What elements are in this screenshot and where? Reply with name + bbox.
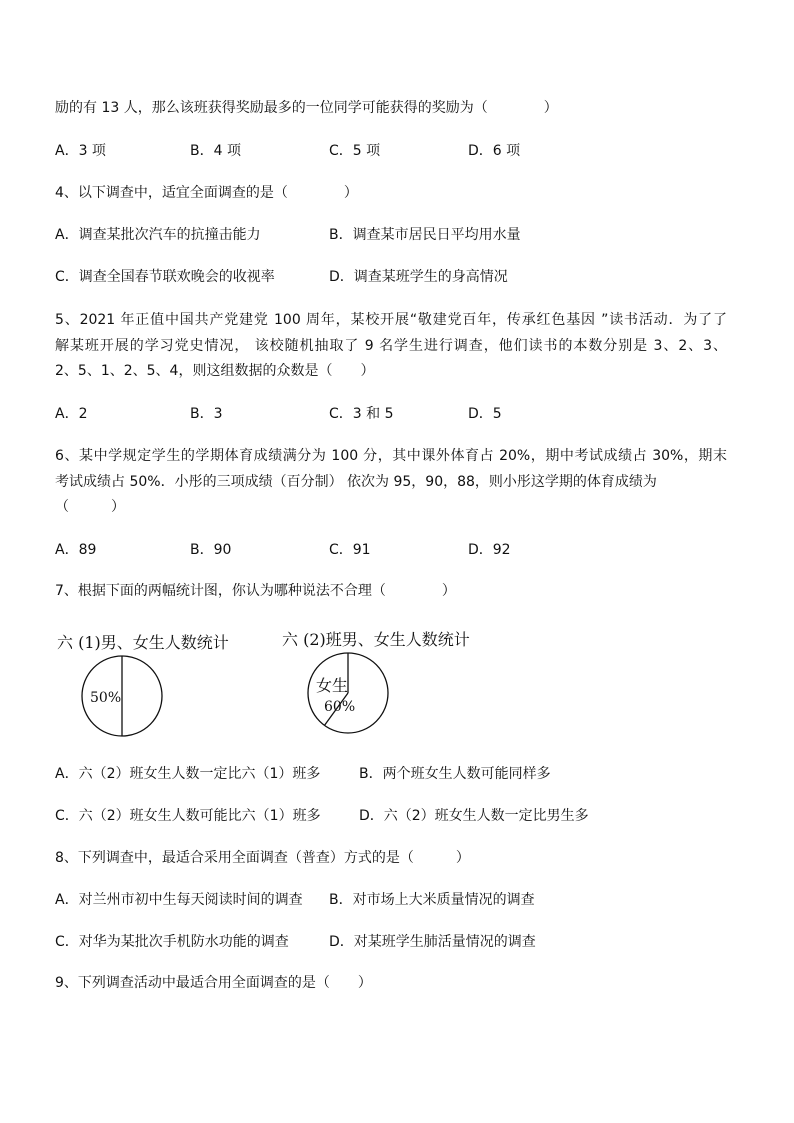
pie-chart-1 bbox=[72, 643, 172, 743]
q5-option-d[interactable]: D．5 bbox=[468, 406, 502, 422]
q6-option-a[interactable]: A．89 bbox=[55, 542, 97, 558]
q6-option-d[interactable]: D．92 bbox=[468, 542, 511, 558]
option-b[interactable]: B．4 项 bbox=[190, 143, 241, 159]
q8-option-b[interactable]: B．对市场上大米质量情况的调查 bbox=[329, 892, 535, 908]
pie-chart-1-title: 六 (1)男、女生人数统计 bbox=[57, 633, 229, 652]
question-7-stem: 7、根据下面的两幅统计图，你认为哪种说法不合理（ ） bbox=[55, 583, 456, 599]
question-8-stem: 8、下列调查中，最适合采用全面调查（普查）方式的是（ ） bbox=[55, 850, 470, 866]
question-6-stem-line-2: 考试成绩占 50%．小彤的三项成绩（百分制） 依次为 95，90，88，则小彤这学期的体育成绩为 bbox=[55, 474, 657, 490]
question-6-stem-line-3: （ ） bbox=[55, 499, 125, 515]
question-continuation-line: 励的有 13 人，那么该班获得奖励最多的一位同学可能获得的奖励为（ ） bbox=[55, 100, 558, 116]
q8-option-a[interactable]: A．对兰州市初中生每天阅读时间的调查 bbox=[55, 892, 303, 908]
question-5-stem-line-2: 解某班开展的学习党史情况， 该校随机抽取了 9 名学生进行调查，他们读书的本数分别是 3、2、3、 bbox=[55, 338, 727, 354]
q4-option-d[interactable]: D．调查某班学生的身高情况 bbox=[329, 269, 508, 285]
q7-option-a[interactable]: A．六（2）班女生人数一定比六（1）班多 bbox=[55, 766, 321, 782]
question-5-stem-line-1: 5、2021 年正值中国共产党建党 100 周年，某校开展“敬建党百年，传承红色基因 ”读书活动．为了了 bbox=[55, 312, 727, 328]
question-4-stem: 4、以下调查中，适宜全面调查的是（ ） bbox=[55, 185, 358, 201]
question-5-stem-line-3: 2、5、1、2、5、4，则这组数据的众数是（ ） bbox=[55, 363, 375, 379]
pie-chart-2-label-name: 女生 bbox=[316, 676, 349, 695]
q5-option-b[interactable]: B．3 bbox=[190, 406, 223, 422]
q5-option-c[interactable]: C．3 和 5 bbox=[329, 406, 394, 422]
q4-option-b[interactable]: B．调查某市居民日平均用水量 bbox=[329, 227, 521, 243]
pie-chart-2 bbox=[300, 645, 400, 745]
question-9-stem: 9、下列调查活动中最适合用全面调查的是（ ） bbox=[55, 975, 372, 991]
q8-option-d[interactable]: D．对某班学生肺活量情况的调查 bbox=[329, 934, 536, 950]
q8-option-c[interactable]: C．对华为某批次手机防水功能的调查 bbox=[55, 934, 289, 950]
q4-option-a[interactable]: A．调查某批次汽车的抗撞击能力 bbox=[55, 227, 261, 243]
q7-option-c[interactable]: C．六（2）班女生人数可能比六（1）班多 bbox=[55, 808, 321, 824]
option-d[interactable]: D．6 项 bbox=[468, 143, 521, 159]
option-c[interactable]: C．5 项 bbox=[329, 143, 381, 159]
q6-option-c[interactable]: C．91 bbox=[329, 542, 371, 558]
q6-option-b[interactable]: B．90 bbox=[190, 542, 232, 558]
question-6-stem-line-1: 6、某中学规定学生的学期体育成绩满分为 100 分，其中课外体育占 20%，期中考试成绩占 30%，期末 bbox=[55, 448, 727, 464]
pie-chart-2-label: 60% bbox=[324, 699, 356, 715]
q7-option-d[interactable]: D．六（2）班女生人数一定比男生多 bbox=[359, 808, 589, 824]
option-a[interactable]: A．3 项 bbox=[55, 143, 106, 159]
pie-chart-1-label: 50% bbox=[90, 690, 122, 706]
q5-option-a[interactable]: A．2 bbox=[55, 406, 88, 422]
q7-option-b[interactable]: B．两个班女生人数可能同样多 bbox=[359, 766, 551, 782]
q4-option-c[interactable]: C．调查全国春节联欢晚会的收视率 bbox=[55, 269, 275, 285]
pie-chart-2-title: 六 (2)班男、女生人数统计 bbox=[282, 630, 470, 649]
